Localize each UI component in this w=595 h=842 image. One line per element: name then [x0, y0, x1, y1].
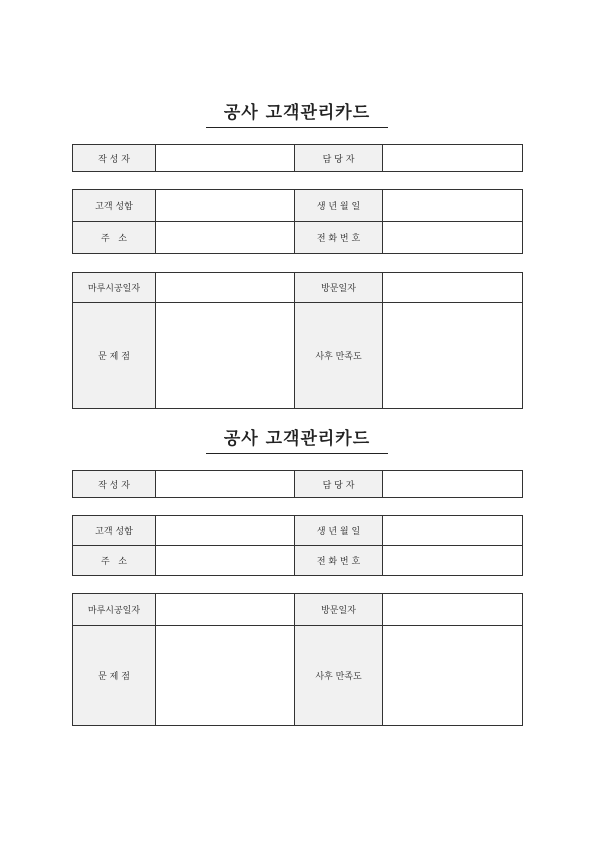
visit-date-field[interactable]: [383, 594, 523, 626]
writer-label: 작 성 자: [73, 471, 156, 498]
writer-table: [72, 470, 523, 498]
visit-date-label: 방문일자: [295, 273, 383, 303]
visit-date-label: 방문일자: [295, 594, 383, 626]
issues-field[interactable]: [156, 303, 295, 409]
issues-label: 문 제 점: [73, 303, 156, 409]
address-field[interactable]: [156, 222, 295, 254]
completion-date-label: 마루시공일자: [73, 273, 156, 303]
service-table: [72, 593, 523, 726]
address-label: 주 소: [73, 546, 156, 576]
completion-date-field[interactable]: [156, 273, 295, 303]
issues-field[interactable]: [156, 626, 295, 726]
birthdate-field[interactable]: [383, 516, 523, 546]
title-underline: [206, 127, 388, 128]
customer-name-field[interactable]: [156, 190, 295, 222]
service-table: [72, 272, 523, 409]
birthdate-label: 생 년 월 일: [295, 190, 383, 222]
card-title: 공사 고객관리카드: [223, 103, 371, 123]
birthdate-label: 생 년 월 일: [295, 516, 383, 546]
completion-date-field[interactable]: [156, 594, 295, 626]
satisfaction-label: 사후 만족도: [295, 303, 383, 409]
card-title: 공사 고객관리카드: [223, 429, 371, 449]
customer-info-table: [72, 189, 523, 254]
writer-label: 작 성 자: [73, 145, 156, 172]
satisfaction-label: 사후 만족도: [295, 626, 383, 726]
writer-table: [72, 144, 523, 172]
manager-field[interactable]: [383, 471, 523, 498]
title-underline: [206, 453, 388, 454]
customer-info-table: [72, 515, 523, 576]
writer-field[interactable]: [156, 471, 295, 498]
manager-label: 담 당 자: [295, 471, 383, 498]
phone-field[interactable]: [383, 546, 523, 576]
visit-date-field[interactable]: [383, 273, 523, 303]
manager-label: 담 당 자: [295, 145, 383, 172]
satisfaction-field[interactable]: [383, 626, 523, 726]
phone-label: 전 화 번 호: [295, 546, 383, 576]
satisfaction-field[interactable]: [383, 303, 523, 409]
writer-field[interactable]: [156, 145, 295, 172]
issues-label: 문 제 점: [73, 626, 156, 726]
address-label: 주 소: [73, 222, 156, 254]
address-field[interactable]: [156, 546, 295, 576]
completion-date-label: 마루시공일자: [73, 594, 156, 626]
manager-field[interactable]: [383, 145, 523, 172]
birthdate-field[interactable]: [383, 190, 523, 222]
customer-name-label: 고객 성함: [73, 516, 156, 546]
phone-field[interactable]: [383, 222, 523, 254]
customer-name-field[interactable]: [156, 516, 295, 546]
customer-name-label: 고객 성함: [73, 190, 156, 222]
phone-label: 전 화 번 호: [295, 222, 383, 254]
